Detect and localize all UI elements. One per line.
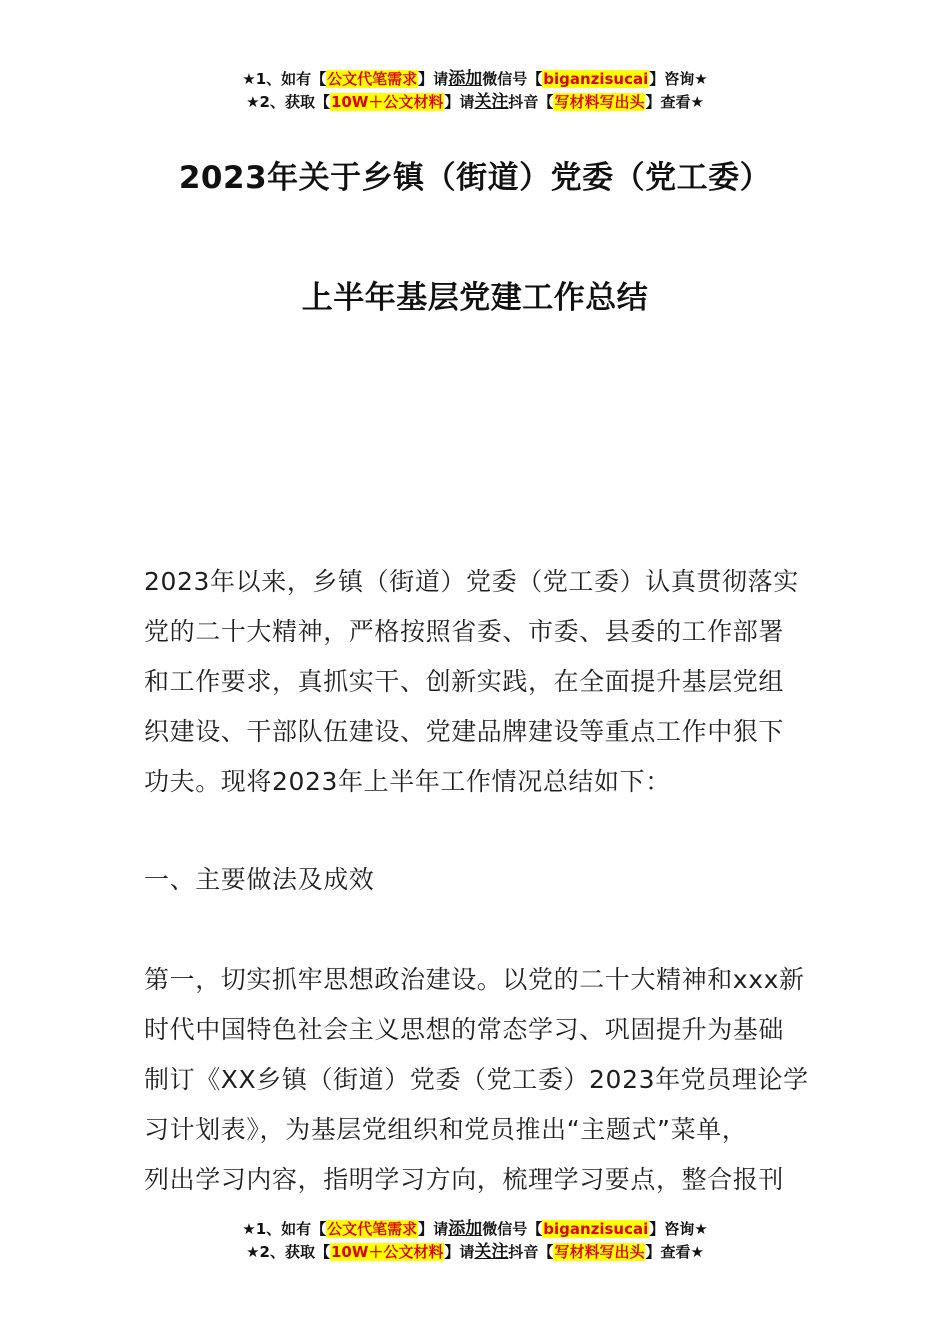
text-line: 习计划表》，为基层党组织和党员推出“主题式”菜单， — [144, 1115, 748, 1144]
document-title-line-1: 2023年关于乡镇（街道）党委（党工委） — [178, 160, 772, 196]
banner-text: 抖音【 — [508, 93, 554, 111]
underlined-text: 添加 — [448, 69, 483, 89]
banner-text: 】请 — [444, 93, 475, 111]
highlight-douyin-id: 写材料写出头 — [554, 93, 645, 111]
banner-text: 】请 — [418, 70, 449, 88]
text-line: 和工作要求，真抓实干、创新实践，在全面提升基层党组 — [144, 667, 785, 696]
text-line: 时代中国特色社会主义思想的常态学习、巩固提升为基础 — [144, 1015, 785, 1044]
banner-text: ★2、获取【 — [246, 1243, 330, 1261]
underlined-text: 添加 — [448, 1219, 483, 1239]
highlight-service: 公文代笔需求 — [327, 70, 418, 88]
text-line: 功夫。现将2023年上半年工作情况总结如下： — [144, 767, 671, 796]
banner-text: 】咨询★ — [649, 1220, 708, 1238]
highlight-materials: 10W＋公文材料 — [330, 93, 444, 111]
top-banner — [0, 68, 950, 114]
highlight-wechat-id: biganzisucai — [543, 70, 649, 88]
banner-text: 】请 — [418, 1220, 449, 1238]
highlight-douyin-id: 写材料写出头 — [554, 1243, 645, 1261]
text-line: 织建设、干部队伍建设、党建品牌建设等重点工作中狠下 — [144, 717, 785, 746]
banner-line-2 — [0, 91, 950, 114]
banner-text: 】咨询★ — [649, 70, 708, 88]
banner-line-1 — [0, 68, 950, 91]
text-line: 第一，切实抓牢思想政治建设。以党的二十大精神和xxx新 — [144, 965, 805, 994]
banner-text: 抖音【 — [508, 1243, 554, 1261]
underlined-text: 关注 — [474, 92, 509, 112]
bottom-banner — [0, 1218, 950, 1264]
banner-text: 】请 — [444, 1243, 475, 1261]
banner-text: ★1、如有【 — [242, 1220, 327, 1238]
banner-text: 】查看★ — [645, 93, 704, 111]
heading-text: 一、主要做法及成效 — [144, 865, 375, 894]
text-line: 党的二十大精神，严格按照省委、市委、县委的工作部署 — [144, 617, 785, 646]
underlined-text: 关注 — [474, 1242, 509, 1262]
banner-text: 】查看★ — [645, 1243, 704, 1261]
highlight-service: 公文代笔需求 — [327, 1220, 418, 1238]
text-line: 制订《XX乡镇（街道）党委（党工委）2023年党员理论学 — [144, 1065, 809, 1094]
banner-line-1 — [0, 1218, 950, 1241]
text-line: 列出学习内容，指明学习方向，梳理学习要点，整合报刊 — [144, 1165, 785, 1194]
banner-text: ★2、获取【 — [246, 93, 330, 111]
highlight-materials: 10W＋公文材料 — [330, 1243, 444, 1261]
paragraph-1 — [144, 955, 814, 1205]
text-line: 2023年以来，乡镇（街道）党委（党工委）认真贯彻落实 — [144, 567, 799, 596]
section-heading — [144, 855, 814, 905]
highlight-wechat-id: biganzisucai — [543, 1220, 649, 1238]
banner-text: 微信号【 — [482, 1220, 543, 1238]
banner-text: 微信号【 — [482, 70, 543, 88]
banner-line-2 — [0, 1241, 950, 1264]
intro-paragraph — [144, 557, 814, 807]
document-title-line-2: 上半年基层党建工作总结 — [301, 280, 649, 316]
banner-text: ★1、如有【 — [242, 70, 327, 88]
